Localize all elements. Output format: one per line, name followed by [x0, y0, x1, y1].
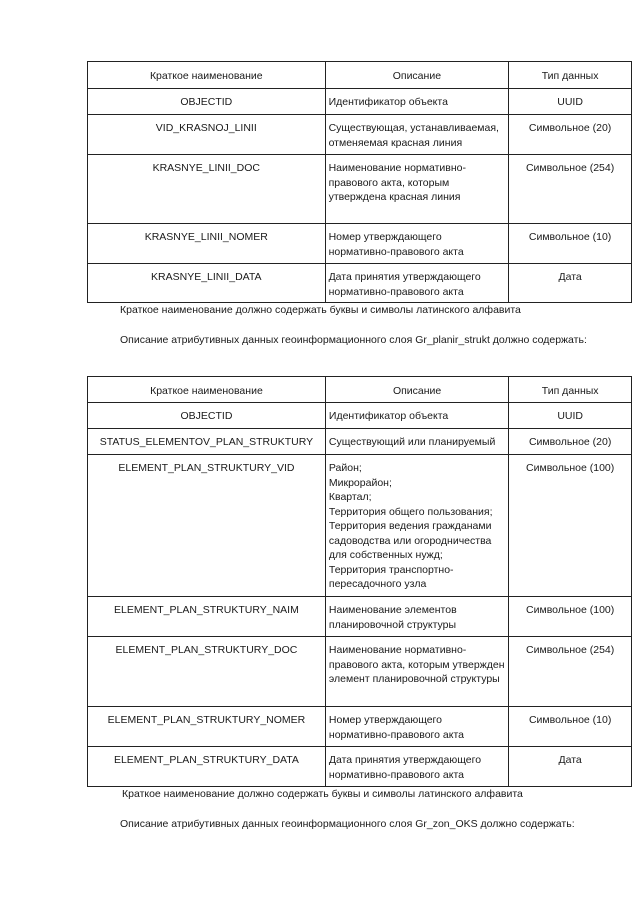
cell-short-name: ELEMENT_PLAN_STRUKTURY_NAIM [88, 597, 326, 637]
header-short-name: Краткое наименование [88, 62, 326, 89]
cell-data-type: Символьное (254) [509, 155, 632, 224]
cell-data-type: Символьное (10) [509, 224, 632, 264]
cell-short-name: KRASNYE_LINII_DATA [88, 264, 326, 303]
header-description: Описание [325, 62, 509, 89]
cell-description: Дата принятия утверждающего нормативно-правового акта [325, 264, 509, 303]
cell-data-type: UUID [509, 403, 632, 429]
table-row [88, 89, 632, 115]
cell-description: Район; Микрорайон; Квартал; Территория общего пользования; Территория ведения гражданами садоводства или огородничества для собственных нужд; Территория транспортно-пересадочного узла [325, 455, 508, 597]
table-row [88, 707, 632, 747]
cell-description: Наименование нормативно-правового акта, которым утвержден элемент планировочной структуры [325, 637, 508, 707]
cell-description: Идентификатор объекта [325, 89, 509, 115]
latin-alphabet-note: Краткое наименование должно содержать буквы и символы латинского алфавита [122, 788, 523, 800]
table-row [88, 155, 632, 224]
table-row [88, 403, 632, 429]
cell-description: Наименование нормативно-правового акта, которым утверждена красная линия [325, 155, 509, 224]
cell-data-type: Символьное (100) [509, 455, 632, 597]
table-row [88, 224, 632, 264]
cell-short-name: STATUS_ELEMENTOV_PLAN_STRUKTURY [88, 429, 326, 455]
attribute-table-red-lines [87, 61, 632, 303]
latin-alphabet-note: Краткое наименование должно содержать буквы и символы латинского алфавита [120, 304, 521, 316]
table-row [88, 747, 632, 787]
header-data-type: Тип данных [509, 377, 632, 403]
cell-short-name: OBJECTID [88, 403, 326, 429]
table-row [88, 115, 632, 155]
table-header-row [88, 377, 632, 403]
cell-description: Существующий или планируемый [325, 429, 508, 455]
cell-short-name: KRASNYE_LINII_NOMER [88, 224, 326, 264]
cell-short-name: ELEMENT_PLAN_STRUKTURY_NOMER [88, 707, 326, 747]
cell-description: Дата принятия утверждающего нормативно-правового акта [325, 747, 508, 787]
cell-data-type: Символьное (20) [509, 115, 632, 155]
cell-data-type: Символьное (10) [509, 707, 632, 747]
cell-data-type: UUID [509, 89, 632, 115]
header-description: Описание [325, 377, 508, 403]
cell-description: Номер утверждающего нормативно-правового акта [325, 707, 508, 747]
cell-short-name: ELEMENT_PLAN_STRUKTURY_VID [88, 455, 326, 597]
header-short-name: Краткое наименование [88, 377, 326, 403]
cell-short-name: VID_KRASNOJ_LINII [88, 115, 326, 155]
cell-description: Существующая, устанавливаемая, отменяемая красная линия [325, 115, 509, 155]
table-header-row [88, 62, 632, 89]
cell-data-type: Символьное (20) [509, 429, 632, 455]
cell-description: Идентификатор объекта [325, 403, 508, 429]
attribute-table-planning-structure [87, 376, 632, 787]
cell-data-type: Символьное (254) [509, 637, 632, 707]
cell-data-type: Символьное (100) [509, 597, 632, 637]
table-row [88, 637, 632, 707]
cell-description: Номер утверждающего нормативно-правового акта [325, 224, 509, 264]
cell-short-name: KRASNYE_LINII_DOC [88, 155, 326, 224]
layer-description-intro: Описание атрибутивных данных геоинформационного слоя Gr_zon_OKS должно содержать: [120, 818, 575, 830]
header-data-type: Тип данных [509, 62, 632, 89]
layer-description-intro: Описание атрибутивных данных геоинформационного слоя Gr_planir_strukt должно содержать: [120, 334, 587, 346]
table-row [88, 429, 632, 455]
cell-description: Наименование элементов планировочной структуры [325, 597, 508, 637]
cell-short-name: ELEMENT_PLAN_STRUKTURY_DATA [88, 747, 326, 787]
cell-data-type: Дата [509, 264, 632, 303]
cell-data-type: Дата [509, 747, 632, 787]
table-row [88, 455, 632, 597]
table-row [88, 264, 632, 303]
cell-short-name: OBJECTID [88, 89, 326, 115]
cell-short-name: ELEMENT_PLAN_STRUKTURY_DOC [88, 637, 326, 707]
table-row [88, 597, 632, 637]
